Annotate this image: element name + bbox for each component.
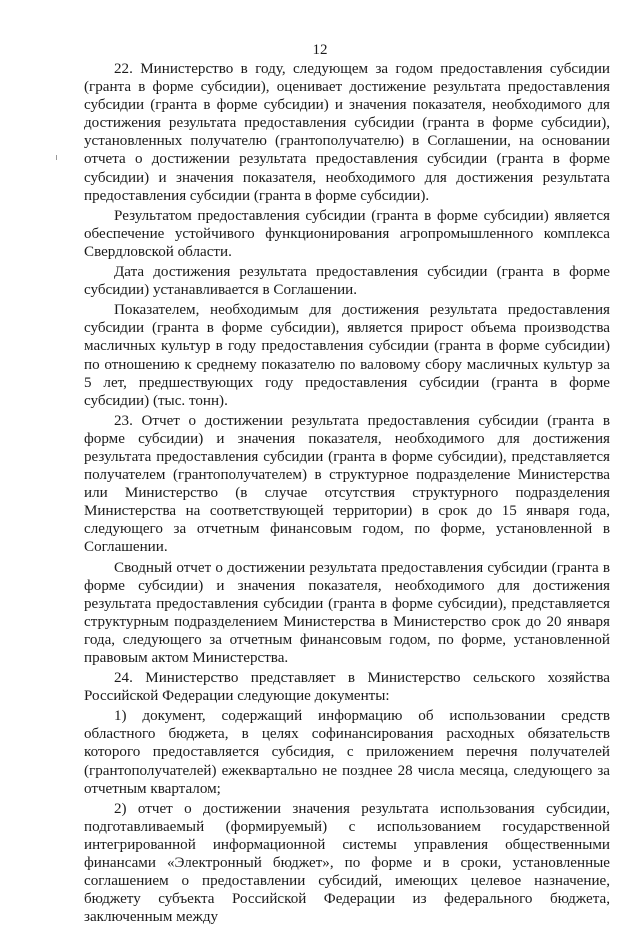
paragraph-23: 23. Отчет о достижении результата предоставления субсидии (гранта в форме субсидии) и значения показателя, необходимого для достижения результата предоставления субсидии (гранта в форме субсидии), представляется получателем (грантополучателем) в структурное подразделение Министерства или Министерство (в случае отсутствия структурного подразделения Министерства на соответствующей территории) в срок до 15 января года, следующего за отчетным финансовым годом, по форме, установленной в Соглашении. xyxy=(84,412,610,556)
list-item-2: 2) отчет о достижении значения результата использования субсидии, подготавливаемый (формируемый) с использованием государственной интегрированной информационной системы управления общественными финансами «Электронный бюджет», по форме и в сроки, установленные соглашением о предоставлении субсидий, имеющих целевое назначение, бюджету субъекта Российской Федерации из федерального бюджета, заключенным между xyxy=(84,800,610,926)
paragraph-result: Результатом предоставления субсидии (гранта в форме субсидии) является обеспечение устойчивого функционирования агропромышленного комплекса Свердловской области. xyxy=(84,207,610,260)
paragraph-date: Дата достижения результата предоставления субсидии (гранта в форме субсидии) устанавливается в Соглашении. xyxy=(84,264,610,299)
page-number: 12 xyxy=(312,42,328,58)
paragraph-summary-report: Сводный отчет о достижении результата предоставления субсидии (гранта в форме субсидии) и значения показателя, необходимого для достижения результата предоставления субсидии (гранта в форме субсидии), представляется структурным подразделением Министерства в Министерство срок до 20 января года, следующего за отчетным финансовым годом, по форме, установленной правовым актом Министерства. xyxy=(84,559,610,666)
paragraph-22: 22. Министерство в году, следующем за годом предоставления субсидии (гранта в форме субсидии), оценивает достижение результата предоставления субсидии (гранта в форме субсидии) и значения показателя, необходимого для достижения результата предоставления субсидии (гранта в форме субсидии), установленных получателю (грантополучателю) в Соглашении, на основании отчета о достижении результата предоставления субсидии (гранта в форме субсидии) и значения показателя, необходимого для достижения результата предоставления субсидии (гранта в форме субсидии). xyxy=(84,61,610,204)
list-item-1: 1) документ, содержащий информацию об использовании средств областного бюджета, в целях софинансирования расходных обязательств которого предоставляется субсидия, с приложением перечня получателей (грантополучателей) ежеквартально не позднее 28 числа месяца, следующего за отчетным кварталом; xyxy=(84,708,610,797)
paragraph-24: 24. Министерство представляет в Министерство сельского хозяйства Российской Федерации следующие документы: xyxy=(84,670,610,705)
document-body xyxy=(84,60,610,928)
paragraph-indicator: Показателем, необходимым для достижения результата предоставления субсидии (гранта в форме субсидии), является прирост объема производства масличных культур в году предоставления субсидии (гранта в форме субсидии) по отношению к среднему показателю по валовому сбору масличных культур за 5 лет, предшествующих году предоставления субсидии (гранта в форме субсидии) (тыс. тонн). xyxy=(84,302,610,409)
margin-mark xyxy=(56,155,57,160)
